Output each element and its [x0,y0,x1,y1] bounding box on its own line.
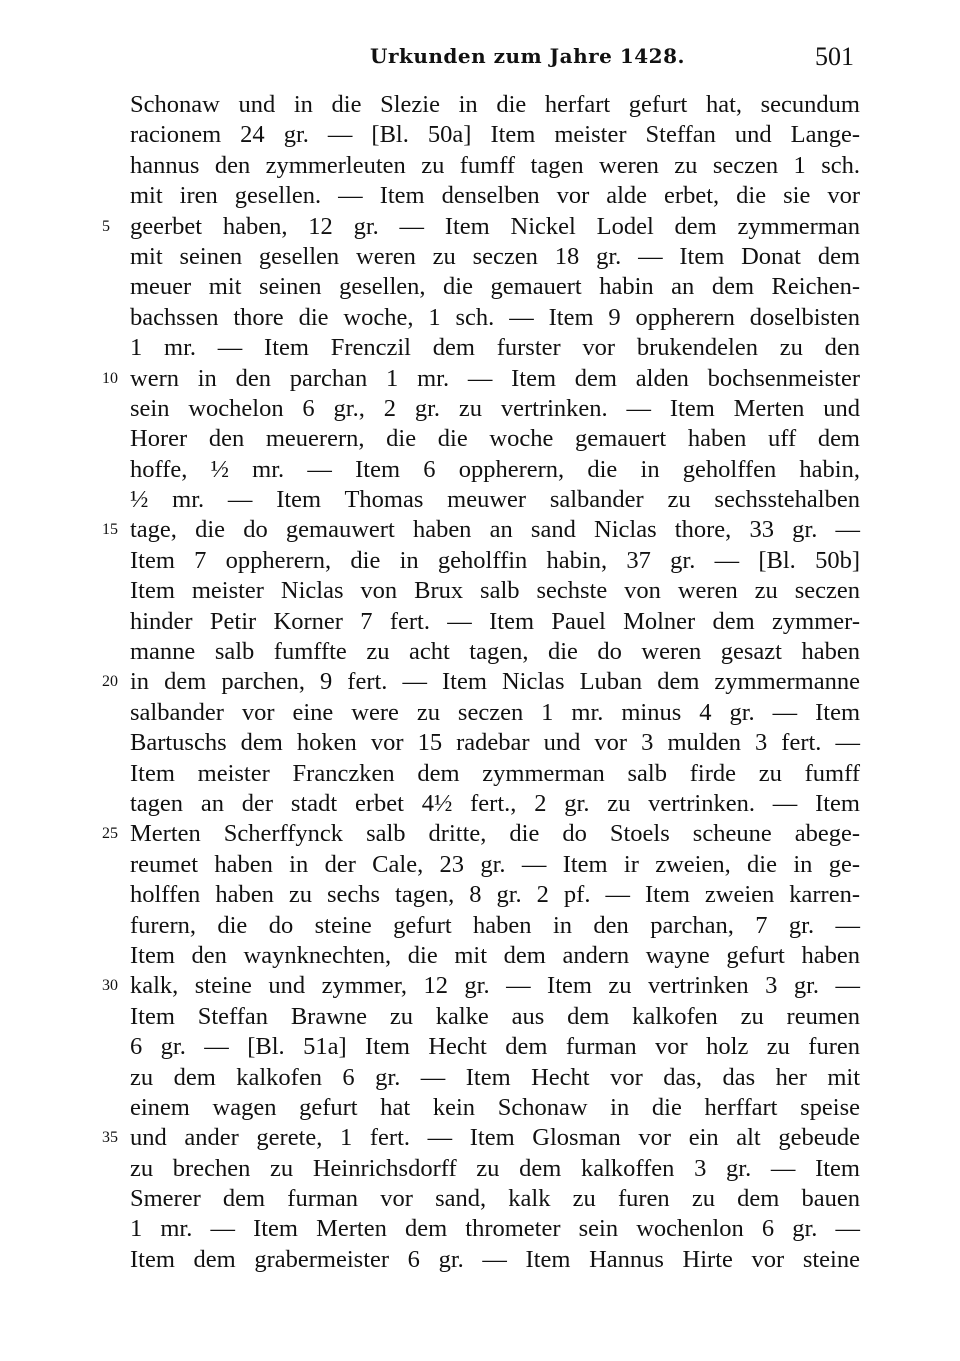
text-line [130,455,860,485]
text-line [130,576,860,606]
text-line [130,1245,860,1275]
text-line [130,485,860,515]
text-line [130,607,860,637]
line-text: racionem 24 gr. — [Bl. 50a] Item meister Steffan und Lange- [130,121,860,149]
text-line [130,698,860,728]
line-text: holffen haben zu sechs tagen, 8 gr. 2 pf. — Item zweien karren- [130,881,860,909]
line-text: Horer den meuerern, die die woche gemauert haben uff dem [130,425,860,453]
text-line [130,1093,860,1123]
text-line [130,546,860,576]
line-number: 30 [102,977,118,995]
line-text: kalk, steine und zymmer, 12 gr. — Item zu vertrinken 3 gr. — [130,972,860,1000]
text-line [130,1154,860,1184]
text-line [130,303,860,333]
line-text: Merten Scherffynck salb dritte, die do Stoels scheune abege- [130,820,860,848]
page-number: 501 [815,42,854,71]
text-line [102,667,860,697]
running-title: Urkunden zum Jahre 1428. [370,44,685,68]
text-line [102,364,860,394]
line-text: wern in den parchan 1 mr. — Item dem alden bochsenmeister [130,364,860,392]
text-line [130,120,860,150]
line-text: 6 gr. — [Bl. 51a] Item Hecht dem furman vor holz zu furen [130,1033,860,1061]
text-line [130,90,860,120]
text-line [102,1123,860,1153]
line-text: und ander gerete, 1 fert. — Item Glosman vor ein alt gebeude [130,1124,860,1152]
line-text: einem wagen gefurt hat kein Schonaw in die herffart speise [130,1093,860,1121]
text-line [130,333,860,363]
line-text: Smerer dem furman vor sand, kalk zu furen zu dem bauen [130,1185,860,1213]
line-text: Item Steffan Brawne zu kalke aus dem kalkofen zu reumen [130,1002,860,1030]
line-text: salbander vor eine were zu seczen 1 mr. minus 4 gr. — Item [130,698,860,726]
text-line [102,819,860,849]
line-text: ½ mr. — Item Thomas meuwer salbander zu sechsstehalben [130,486,860,514]
text-line [130,242,860,272]
line-text: hannus den zymmerleuten zu fumff tagen weren zu seczen 1 sch. [130,151,860,179]
line-number: 10 [102,369,118,387]
text-line [130,1214,860,1244]
line-text: mit seinen gesellen weren zu seczen 18 gr. — Item Donat dem [130,242,860,270]
text-line [130,880,860,910]
text-line [102,212,860,242]
text-line [130,728,860,758]
line-text: hinder Petir Korner 7 fert. — Item Pauel Molner dem zymmer- [130,607,860,635]
line-text: meuer mit seinen gesellen, die gemauert habin an dem Reichen- [130,273,860,301]
line-text: zu dem kalkofen 6 gr. — Item Hecht vor das, das her mit [130,1063,860,1091]
line-text: in dem parchen, 9 fert. — Item Niclas Luban dem zymmermanne [130,668,860,696]
line-number: 35 [102,1129,118,1147]
text-line [130,1184,860,1214]
text-line [130,424,860,454]
line-text: bachssen thore die woche, 1 sch. — Item 9 oppherern doselbisten [130,303,860,331]
text-line [130,181,860,211]
line-text: 1 mr. — Item Merten dem thrometer sein wochenlon 6 gr. — [130,1215,860,1243]
line-text: Item den waynknechten, die mit dem andern wayne gefurt haben [130,941,860,969]
text-line [130,1063,860,1093]
line-text: Item 7 oppherern, die in geholffin habin, 37 gr. — [Bl. 50b] [130,546,860,574]
text-line [102,515,860,545]
line-text: Schonaw und in die Slezie in die herfart gefurt hat, secundum [130,91,860,118]
line-text: sein wochelon 6 gr., 2 gr. zu vertrinken. — Item Merten und [130,394,860,422]
body-text [102,90,860,1275]
text-line [130,272,860,302]
text-line [130,1002,860,1032]
line-text: reumet haben in der Cale, 23 gr. — Item ir zweien, die in ge- [130,850,860,878]
line-text: Bartuschs dem hoken vor 15 radebar und vor 3 mulden 3 fert. — [130,729,860,757]
text-line [130,1032,860,1062]
line-text: zu brechen zu Heinrichsdorff zu dem kalkoffen 3 gr. — Item [130,1154,860,1182]
line-number: 25 [102,825,118,843]
line-text: Item meister Franczken dem zymmerman salb firde zu fumff [130,759,860,787]
line-text: geerbet haben, 12 gr. — Item Nickel Lodel dem zymmerman [130,212,860,240]
text-line [102,971,860,1001]
line-text: Item dem grabermeister 6 gr. — Item Hannus Hirte vor steine [130,1245,860,1273]
line-number: 20 [102,673,118,691]
text-line [130,941,860,971]
line-text: manne salb fumffte zu acht tagen, die do weren gesazt haben [130,638,860,666]
line-text: Item meister Niclas von Brux salb sechste von weren zu seczen [130,577,860,605]
line-number: 15 [102,521,118,539]
text-line [130,850,860,880]
line-text: tage, die do gemauwert haben an sand Niclas thore, 33 gr. — [130,516,860,544]
line-number: 5 [102,217,110,235]
text-line [130,759,860,789]
line-text: mit iren gesellen. — Item denselben vor alde erbet, die sie vor [130,182,860,210]
text-line [130,637,860,667]
text-line [130,911,860,941]
line-text: tagen an der stadt erbet 4½ fert., 2 gr. zu vertrinken. — Item [130,789,860,817]
line-text: furern, die do steine gefurt haben in den parchan, 7 gr. — [130,911,860,939]
line-text: hoffe, ½ mr. — Item 6 oppherern, die in geholffen habin, [130,455,860,483]
text-line [130,394,860,424]
text-line [130,789,860,819]
line-text: 1 mr. — Item Frenczil dem furster vor brukendelen zu den [130,334,860,362]
text-line [130,151,860,181]
